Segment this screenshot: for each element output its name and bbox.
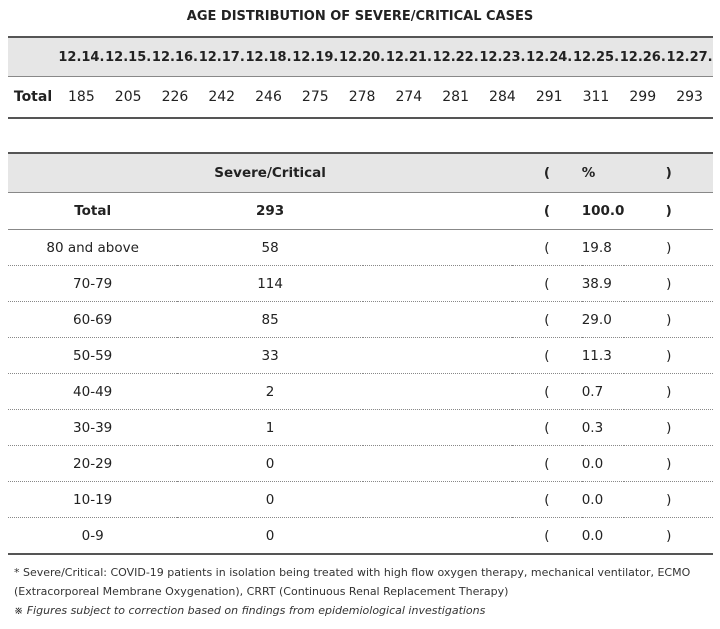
age-label: 0-9 [8,518,177,555]
table-row [8,266,713,302]
date-header: 12.14. [58,37,105,77]
spacer [363,338,512,374]
table-row [8,302,713,338]
close-paren: ) [624,410,713,446]
date-header: 12.21. [385,37,432,77]
daily-value: 291 [526,77,573,119]
table-row [8,518,713,555]
close-paren: ) [624,230,713,266]
close-paren: ) [624,338,713,374]
age-count: 0 [177,518,363,555]
age-count: 33 [177,338,363,374]
footnotes [14,563,714,620]
spacer [363,518,512,555]
row-label: Total [8,77,58,119]
age-percent: 19.8 [582,230,625,266]
page-title: AGE DISTRIBUTION OF SEVERE/CRITICAL CASES [186,9,534,24]
daily-value: 275 [292,77,339,119]
total-label: Total [8,193,177,230]
header-spacer [363,153,512,193]
age-label: 10-19 [8,482,177,518]
daily-value: 274 [385,77,432,119]
daily-value: 226 [152,77,199,119]
age-percent: 0.3 [582,410,625,446]
date-header: 12.15. [105,37,152,77]
age-label: 60-69 [8,302,177,338]
spacer [363,193,512,230]
age-percent: 29.0 [582,302,625,338]
close-paren: ) [624,446,713,482]
age-header-row [8,153,713,193]
date-header: 12.23. [479,37,526,77]
age-count: 58 [177,230,363,266]
date-header: 12.17. [198,37,245,77]
open-paren: ( [512,193,582,230]
header-blank [8,37,58,77]
age-percent: 0.0 [582,482,625,518]
table-row [8,410,713,446]
age-label: 80 and above [8,230,177,266]
table-row [8,482,713,518]
daily-total-row [8,77,713,119]
age-label: 50-59 [8,338,177,374]
spacer [363,266,512,302]
header-close-paren: ) [624,153,713,193]
total-row [8,193,713,230]
open-paren: ( [512,230,582,266]
age-count: 85 [177,302,363,338]
age-count: 0 [177,446,363,482]
open-paren: ( [512,374,582,410]
age-label: 20-29 [8,446,177,482]
spacer [363,410,512,446]
daily-value: 299 [619,77,666,119]
open-paren: ( [512,302,582,338]
table-row [8,338,713,374]
date-header-row [8,37,713,77]
age-distribution-table [8,152,713,555]
date-header: 12.25. [573,37,620,77]
age-label: 30-39 [8,410,177,446]
open-paren: ( [512,482,582,518]
date-header: 12.18. [245,37,292,77]
definition-note: * Severe/Critical: COVID-19 patients in isolation being treated with high flow oxygen therapy, mechanical ventilator, ECMO (Extracorporeal Membrane Oxygenation), CRRT (Continuous Renal Replacement Therapy) [14,566,691,598]
date-header: 12.19. [292,37,339,77]
age-label: 40-49 [8,374,177,410]
table-row [8,446,713,482]
close-paren: ) [624,302,713,338]
daily-value: 246 [245,77,292,119]
date-header: 12.20. [339,37,386,77]
date-header: 12.24. [526,37,573,77]
age-percent: 0.0 [582,446,625,482]
daily-value: 242 [198,77,245,119]
open-paren: ( [512,338,582,374]
age-percent: 0.0 [582,518,625,555]
daily-value: 281 [432,77,479,119]
daily-value: 185 [58,77,105,119]
date-header: 12.26. [619,37,666,77]
age-label: 70-79 [8,266,177,302]
close-paren: ) [624,518,713,555]
correction-note: ※ Figures subject to correction based on findings from epidemiological investigations [14,604,486,617]
table-row [8,374,713,410]
table-row [8,230,713,266]
header-percent: % [582,153,625,193]
open-paren: ( [512,266,582,302]
total-count: 293 [177,193,363,230]
header-severe-critical: Severe/Critical [177,153,363,193]
age-percent: 11.3 [582,338,625,374]
daily-value: 205 [105,77,152,119]
open-paren: ( [512,518,582,555]
spacer [363,446,512,482]
open-paren: ( [512,446,582,482]
age-count: 1 [177,410,363,446]
age-percent: 38.9 [582,266,625,302]
spacer [363,302,512,338]
spacer [363,374,512,410]
header-age [8,153,177,193]
date-header: 12.22. [432,37,479,77]
date-header: 12.27. [666,37,713,77]
daily-value: 311 [573,77,620,119]
date-header: 12.16. [152,37,199,77]
daily-value: 278 [339,77,386,119]
daily-value: 293 [666,77,713,119]
open-paren: ( [512,410,582,446]
close-paren: ) [624,266,713,302]
age-count: 2 [177,374,363,410]
header-open-paren: ( [512,153,582,193]
close-paren: ) [624,482,713,518]
spacer [363,482,512,518]
age-count: 114 [177,266,363,302]
age-percent: 0.7 [582,374,625,410]
age-count: 0 [177,482,363,518]
daily-value: 284 [479,77,526,119]
total-percent: 100.0 [582,193,625,230]
close-paren: ) [624,193,713,230]
daily-totals-table [8,36,713,119]
spacer [363,230,512,266]
close-paren: ) [624,374,713,410]
